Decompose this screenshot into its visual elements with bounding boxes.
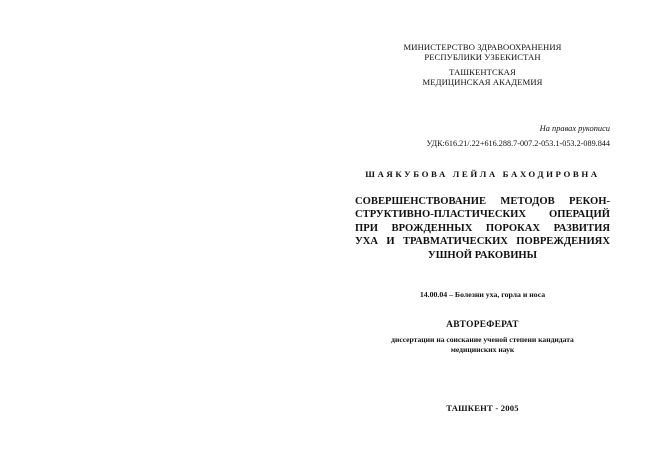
title-line-5: УШНОЙ РАКОВИНЫ <box>427 249 538 261</box>
specialty-code: 14.00.04 – Болезни уха, горла и носа <box>419 290 546 299</box>
institution-header <box>355 42 610 87</box>
ministry-line-1: МИНИСТЕРСТВО ЗДРАВООХРАНЕНИЯ <box>403 42 562 52</box>
academy-line-1: ТАШКЕНТСКАЯ <box>449 67 516 77</box>
academy-line-2: МЕДИЦИНСКАЯ АКАДЕМИЯ <box>422 77 543 87</box>
author-name: ШАЯКУБОВА ЛЕЙЛА БАХОДИРОВНА <box>365 169 600 179</box>
title-line-1: СОВЕРШЕНСТВОВАНИЕ МЕТОДОВ РЕКОН- <box>355 196 610 207</box>
manuscript-note: На правах рукописи <box>539 124 610 133</box>
dissertation-degree <box>355 335 610 354</box>
title-line-4: УХА И ТРАВМАТИЧЕСКИХ ПОВРЕЖДЕНИЯХ <box>355 236 610 248</box>
dissertation-title <box>355 195 610 262</box>
document-type: АВТОРЕФЕРАТ <box>446 320 519 330</box>
udk-code: УДК:616.21/.22+616.288.7-007.2-053.1-053.2-089.844 <box>426 139 610 148</box>
degree-line-2: медицинских наук <box>450 344 515 354</box>
title-line-3: ПРИ ВРОЖДЕННЫХ ПОРОКАХ РАЗВИТИЯ <box>355 222 610 234</box>
degree-line-1: диссертации на соискание ученой степени кандидата <box>391 335 574 344</box>
ministry-line-2: РЕСПУБЛИКИ УЗБЕКИСТАН <box>424 52 541 62</box>
title-line-2: СТРУКТИВНО-ПЛАСТИЧЕСКИХ ОПЕРАЦИЙ <box>355 209 610 221</box>
city-year: ТАШКЕНТ - 2005 <box>446 403 519 413</box>
